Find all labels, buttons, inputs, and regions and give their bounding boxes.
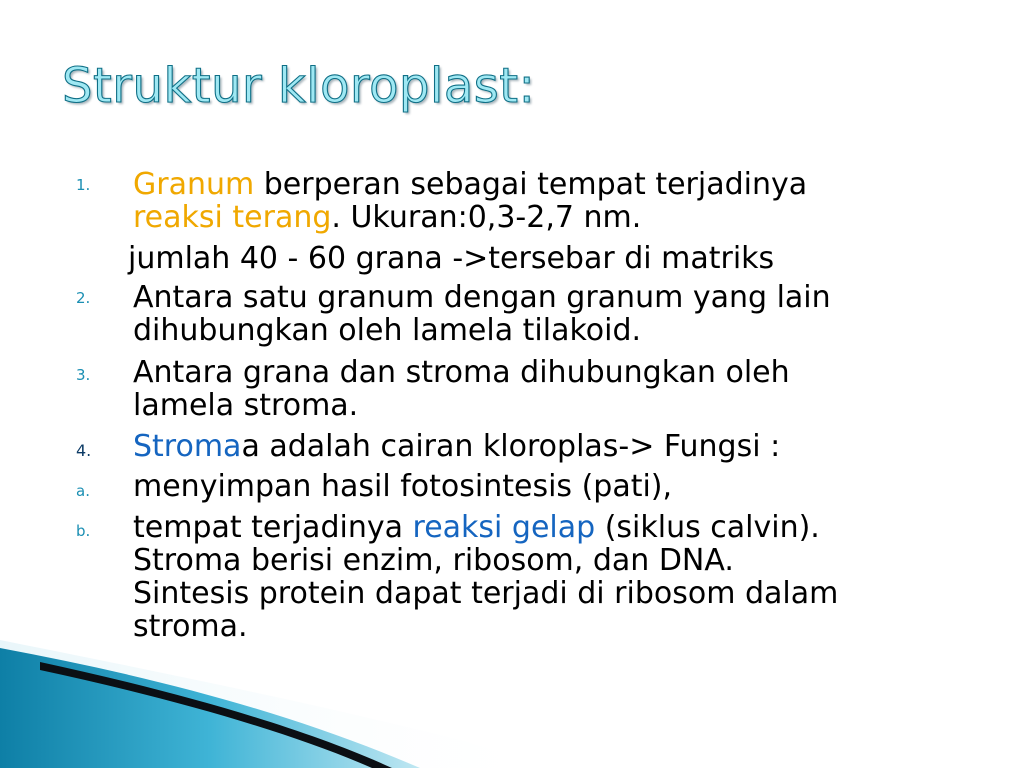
- list-marker-a: a.: [76, 482, 90, 500]
- list-marker-1: 1.: [76, 176, 91, 194]
- subitem-b-line-1-suffix: (siklus calvin).: [595, 510, 820, 545]
- item-1-line-3: jumlah 40 - 60 grana ->tersebar di matriks: [128, 241, 775, 276]
- stroma-term: Stroma: [133, 429, 242, 464]
- list-marker-4: 4.: [76, 441, 92, 460]
- reaksi-terang-term: reaksi terang: [133, 200, 332, 235]
- item-2-line-2: dihubungkan oleh lamela tilakoid.: [133, 313, 642, 348]
- item-3-line-1: Antara grana dan stroma dihubungkan oleh: [133, 355, 790, 390]
- slide-title: Struktur kloroplast:: [62, 58, 536, 114]
- subitem-b-line-1-prefix: tempat terjadinya: [133, 510, 413, 545]
- item-1-line-2-text: . Ukuran:0,3-2,7 nm.: [331, 200, 642, 235]
- list-marker-2: 2.: [76, 289, 91, 307]
- item-2-line-1: Antara satu granum dengan granum yang lain: [133, 280, 831, 315]
- subitem-b-line-2: Stroma berisi enzim, ribosom, dan DNA.: [133, 543, 734, 578]
- subitem-b-line-4: stroma.: [133, 609, 248, 644]
- reaksi-gelap-term: reaksi gelap: [412, 510, 596, 545]
- list-marker-3: 3.: [76, 366, 91, 384]
- subitem-b-line-3: Sintesis protein dapat terjadi di ribosom dalam: [133, 576, 839, 611]
- item-3-line-2: lamela stroma.: [133, 388, 359, 423]
- item-1-line-1-text: berperan sebagai tempat terjadinya: [254, 167, 808, 202]
- granum-term: Granum: [133, 167, 255, 202]
- subitem-a-line-1: menyimpan hasil fotosintesis (pati),: [133, 469, 673, 504]
- list-marker-b: b.: [76, 522, 91, 540]
- item-4-line-1-text: a adalah cairan kloroplas-> Fungsi :: [241, 429, 781, 464]
